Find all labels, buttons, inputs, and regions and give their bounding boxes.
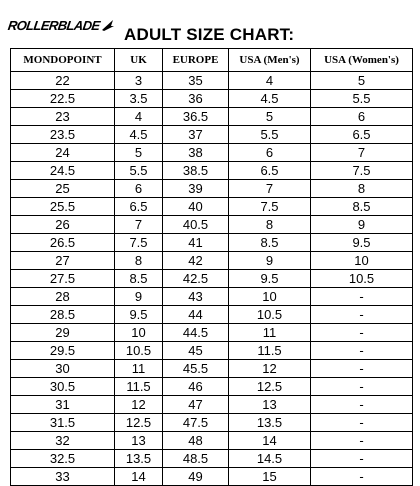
table-row (11, 288, 413, 306)
cell-usa-womens: 6 (311, 108, 413, 126)
cell-europe: 42.5 (163, 270, 229, 288)
cell-europe: 42 (163, 252, 229, 270)
cell-uk: 14 (115, 468, 163, 486)
cell-uk: 4 (115, 108, 163, 126)
cell-mondopoint: 28.5 (11, 306, 115, 324)
table-row (11, 360, 413, 378)
cell-usa-womens: - (311, 360, 413, 378)
cell-usa-mens: 14.5 (229, 450, 311, 468)
cell-mondopoint: 30.5 (11, 378, 115, 396)
cell-usa-mens: 8 (229, 216, 311, 234)
table-row (11, 180, 413, 198)
cell-europe: 35 (163, 72, 229, 90)
cell-europe: 48 (163, 432, 229, 450)
cell-europe: 36 (163, 90, 229, 108)
cell-europe: 38.5 (163, 162, 229, 180)
cell-usa-womens: - (311, 288, 413, 306)
table-row (11, 306, 413, 324)
cell-usa-womens: - (311, 306, 413, 324)
cell-usa-mens: 12 (229, 360, 311, 378)
cell-mondopoint: 31 (11, 396, 115, 414)
cell-mondopoint: 22 (11, 72, 115, 90)
logo-wordmark: ROLLERBLADE (6, 17, 101, 33)
cell-uk: 6 (115, 180, 163, 198)
cell-europe: 48.5 (163, 450, 229, 468)
cell-europe: 43 (163, 288, 229, 306)
cell-uk: 9 (115, 288, 163, 306)
cell-usa-mens: 5 (229, 108, 311, 126)
table-row (11, 72, 413, 90)
cell-usa-womens: - (311, 414, 413, 432)
cell-mondopoint: 23.5 (11, 126, 115, 144)
table-row (11, 234, 413, 252)
cell-europe: 47.5 (163, 414, 229, 432)
logo-swoosh-icon (101, 18, 115, 32)
cell-uk: 7.5 (115, 234, 163, 252)
cell-mondopoint: 27 (11, 252, 115, 270)
cell-usa-mens: 4.5 (229, 90, 311, 108)
cell-europe: 40.5 (163, 216, 229, 234)
cell-usa-womens: - (311, 324, 413, 342)
cell-mondopoint: 32.5 (11, 450, 115, 468)
cell-usa-womens: - (311, 432, 413, 450)
cell-usa-mens: 13.5 (229, 414, 311, 432)
cell-usa-mens: 11.5 (229, 342, 311, 360)
table-row (11, 108, 413, 126)
cell-usa-womens: - (311, 342, 413, 360)
cell-europe: 49 (163, 468, 229, 486)
cell-europe: 36.5 (163, 108, 229, 126)
cell-mondopoint: 25 (11, 180, 115, 198)
table-row (11, 270, 413, 288)
cell-usa-mens: 15 (229, 468, 311, 486)
cell-uk: 5.5 (115, 162, 163, 180)
cell-uk: 3.5 (115, 90, 163, 108)
cell-usa-mens: 6.5 (229, 162, 311, 180)
cell-usa-womens: 5.5 (311, 90, 413, 108)
cell-uk: 8.5 (115, 270, 163, 288)
cell-usa-mens: 10.5 (229, 306, 311, 324)
cell-usa-mens: 6 (229, 144, 311, 162)
table-row (11, 252, 413, 270)
cell-mondopoint: 24 (11, 144, 115, 162)
cell-usa-mens: 9 (229, 252, 311, 270)
cell-mondopoint: 26.5 (11, 234, 115, 252)
column-header-mondopoint: MONDOPOINT (11, 49, 115, 72)
cell-europe: 44.5 (163, 324, 229, 342)
cell-usa-womens: 9 (311, 216, 413, 234)
cell-mondopoint: 33 (11, 468, 115, 486)
cell-usa-mens: 4 (229, 72, 311, 90)
cell-uk: 11.5 (115, 378, 163, 396)
column-header-usa-womens: USA (Women's) (311, 49, 413, 72)
cell-europe: 37 (163, 126, 229, 144)
page-title: ADULT SIZE CHART: (124, 25, 295, 44)
cell-europe: 38 (163, 144, 229, 162)
cell-europe: 41 (163, 234, 229, 252)
cell-mondopoint: 31.5 (11, 414, 115, 432)
column-header-europe: EUROPE (163, 49, 229, 72)
cell-mondopoint: 25.5 (11, 198, 115, 216)
cell-usa-mens: 12.5 (229, 378, 311, 396)
cell-europe: 40 (163, 198, 229, 216)
cell-europe: 47 (163, 396, 229, 414)
column-header-uk: UK (115, 49, 163, 72)
table-body (11, 72, 413, 486)
cell-usa-womens: - (311, 378, 413, 396)
cell-mondopoint: 28 (11, 288, 115, 306)
cell-europe: 39 (163, 180, 229, 198)
cell-usa-mens: 5.5 (229, 126, 311, 144)
table-row (11, 432, 413, 450)
column-header-usa-mens: USA (Men's) (229, 49, 311, 72)
cell-usa-mens: 14 (229, 432, 311, 450)
cell-mondopoint: 24.5 (11, 162, 115, 180)
cell-mondopoint: 32 (11, 432, 115, 450)
table-row (11, 324, 413, 342)
cell-usa-womens: 7 (311, 144, 413, 162)
cell-uk: 9.5 (115, 306, 163, 324)
table-row (11, 414, 413, 432)
cell-mondopoint: 29.5 (11, 342, 115, 360)
cell-usa-mens: 11 (229, 324, 311, 342)
cell-mondopoint: 27.5 (11, 270, 115, 288)
cell-usa-mens: 7 (229, 180, 311, 198)
table-row (11, 396, 413, 414)
cell-uk: 12.5 (115, 414, 163, 432)
cell-mondopoint: 22.5 (11, 90, 115, 108)
cell-uk: 10.5 (115, 342, 163, 360)
cell-usa-mens: 9.5 (229, 270, 311, 288)
table-row (11, 216, 413, 234)
cell-usa-womens: 9.5 (311, 234, 413, 252)
cell-uk: 5 (115, 144, 163, 162)
cell-mondopoint: 29 (11, 324, 115, 342)
cell-usa-womens: 8 (311, 180, 413, 198)
cell-usa-mens: 7.5 (229, 198, 311, 216)
cell-uk: 6.5 (115, 198, 163, 216)
cell-usa-womens: - (311, 396, 413, 414)
cell-usa-womens: - (311, 450, 413, 468)
table-row (11, 162, 413, 180)
cell-europe: 46 (163, 378, 229, 396)
cell-uk: 4.5 (115, 126, 163, 144)
table-header-row (11, 49, 413, 72)
table-row (11, 468, 413, 486)
cell-uk: 13.5 (115, 450, 163, 468)
cell-mondopoint: 30 (11, 360, 115, 378)
cell-mondopoint: 23 (11, 108, 115, 126)
cell-usa-womens: 6.5 (311, 126, 413, 144)
table-row (11, 378, 413, 396)
cell-uk: 11 (115, 360, 163, 378)
cell-europe: 45.5 (163, 360, 229, 378)
cell-usa-womens: 5 (311, 72, 413, 90)
table-row (11, 342, 413, 360)
table-row (11, 126, 413, 144)
table-row (11, 144, 413, 162)
cell-uk: 10 (115, 324, 163, 342)
cell-usa-womens: 7.5 (311, 162, 413, 180)
table-row (11, 198, 413, 216)
cell-usa-mens: 13 (229, 396, 311, 414)
cell-usa-womens: - (311, 468, 413, 486)
table-row (11, 90, 413, 108)
rollerblade-logo (8, 14, 115, 36)
cell-uk: 12 (115, 396, 163, 414)
cell-usa-mens: 10 (229, 288, 311, 306)
cell-uk: 7 (115, 216, 163, 234)
cell-usa-mens: 8.5 (229, 234, 311, 252)
cell-uk: 8 (115, 252, 163, 270)
size-table (10, 48, 413, 486)
cell-europe: 44 (163, 306, 229, 324)
cell-usa-womens: 8.5 (311, 198, 413, 216)
cell-uk: 3 (115, 72, 163, 90)
cell-mondopoint: 26 (11, 216, 115, 234)
cell-usa-womens: 10 (311, 252, 413, 270)
cell-uk: 13 (115, 432, 163, 450)
table-row (11, 450, 413, 468)
cell-europe: 45 (163, 342, 229, 360)
cell-usa-womens: 10.5 (311, 270, 413, 288)
